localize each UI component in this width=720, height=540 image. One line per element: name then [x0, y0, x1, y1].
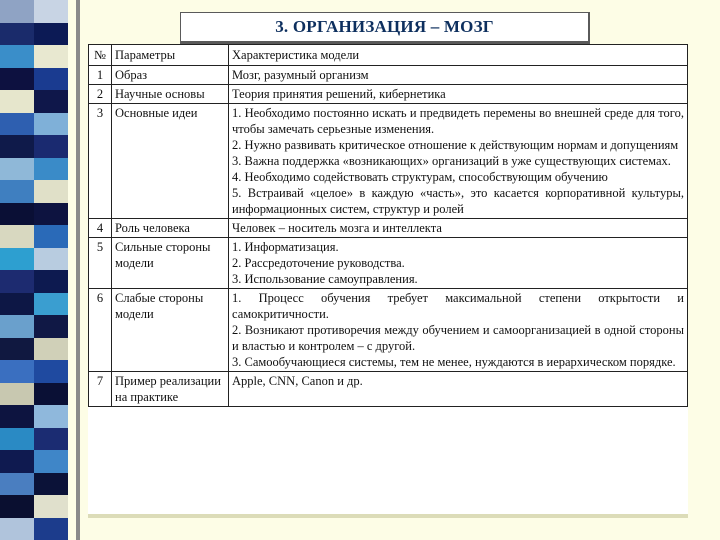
strip-cell — [34, 428, 68, 451]
table-row — [89, 372, 688, 407]
description-line: Теория принятия решений, кибернетика — [232, 87, 446, 101]
table-row — [89, 219, 688, 238]
model-table — [88, 44, 688, 407]
table-row — [89, 85, 688, 104]
strip-cell — [34, 90, 68, 113]
row-number: 3 — [89, 104, 112, 219]
strip-cell — [0, 518, 34, 540]
description-line: 5. Встраивай «целое» в каждую «часть», это касается корпоративной культуры, информационных систем, структур и ролей — [232, 186, 684, 216]
strip-cell — [0, 360, 34, 383]
bottom-decorative-line — [88, 514, 688, 518]
table-row — [89, 104, 688, 219]
header-num: № — [89, 45, 112, 66]
strip-cell — [34, 113, 68, 136]
strip-cell — [0, 0, 34, 23]
strip-cell — [34, 450, 68, 473]
row-parameter: Роль человека — [112, 219, 229, 238]
strip-cell — [0, 23, 34, 46]
row-number: 5 — [89, 238, 112, 289]
strip-cell — [0, 270, 34, 293]
table-row — [89, 289, 688, 372]
strip-cell — [34, 68, 68, 91]
description-line: Apple, CNN, Canon и др. — [232, 374, 363, 388]
strip-cell — [34, 495, 68, 518]
strip-cell — [34, 248, 68, 271]
vertical-divider — [76, 0, 80, 540]
row-description — [229, 104, 688, 219]
strip-cell — [0, 135, 34, 158]
strip-cell — [0, 180, 34, 203]
strip-cell — [0, 293, 34, 316]
row-description — [229, 372, 688, 407]
strip-cell — [34, 225, 68, 248]
decorative-color-strip — [0, 0, 68, 540]
row-description — [229, 66, 688, 85]
strip-cell — [34, 135, 68, 158]
description-line: 4. Необходимо содействовать структурам, способствующим обучению — [232, 170, 608, 184]
strip-cell — [0, 158, 34, 181]
strip-cell — [0, 248, 34, 271]
strip-cell — [34, 383, 68, 406]
slide-title: 3. ОРГАНИЗАЦИЯ – МОЗГ — [275, 17, 494, 36]
description-line: 2. Нужно развивать критическое отношение к действующим нормам и допущениям — [232, 138, 679, 152]
description-line: 1. Необходимо постоянно искать и предвидеть перемены во внешней среде для того, чтобы замечать серьезные изменения. — [232, 106, 684, 136]
strip-cell — [34, 270, 68, 293]
description-line: 3. Использование самоуправления. — [232, 272, 418, 286]
strip-cell — [0, 405, 34, 428]
row-description — [229, 85, 688, 104]
strip-cell — [0, 383, 34, 406]
strip-cell — [34, 0, 68, 23]
row-description — [229, 238, 688, 289]
strip-cell — [0, 225, 34, 248]
strip-cell — [0, 113, 34, 136]
strip-cell — [0, 473, 34, 496]
table-row — [89, 66, 688, 85]
model-table-container — [88, 44, 688, 514]
strip-cell — [34, 293, 68, 316]
description-line: 2. Рассредоточение руководства. — [232, 256, 405, 270]
strip-cell — [34, 473, 68, 496]
row-number: 4 — [89, 219, 112, 238]
table-header-row — [89, 45, 688, 66]
description-line: 3. Важна поддержка «возникающих» организаций в уже существующих системах. — [232, 154, 671, 168]
strip-cell — [34, 360, 68, 383]
row-parameter: Основные идеи — [112, 104, 229, 219]
row-parameter: Образ — [112, 66, 229, 85]
strip-cell — [34, 180, 68, 203]
strip-cell — [34, 23, 68, 46]
description-line: 3. Самообучающиеся системы, тем не менее, нуждаются в иерархическом порядке. — [232, 355, 676, 369]
strip-cell — [34, 405, 68, 428]
slide-title-box — [180, 12, 590, 44]
strip-cell — [0, 203, 34, 226]
strip-cell — [34, 518, 68, 540]
strip-cell — [34, 203, 68, 226]
header-desc: Характеристика модели — [229, 45, 688, 66]
row-description — [229, 219, 688, 238]
row-parameter: Пример реализации на практике — [112, 372, 229, 407]
strip-cell — [34, 338, 68, 361]
row-number: 7 — [89, 372, 112, 407]
row-number: 6 — [89, 289, 112, 372]
row-description — [229, 289, 688, 372]
description-line: Человек – носитель мозга и интеллекта — [232, 221, 442, 235]
strip-column-right — [34, 0, 68, 540]
description-line: 1. Процесс обучения требует максимальной степени открытости и самокритичности. — [232, 291, 684, 321]
description-line: Мозг, разумный организм — [232, 68, 369, 82]
strip-cell — [0, 68, 34, 91]
row-parameter: Научные основы — [112, 85, 229, 104]
strip-cell — [34, 45, 68, 68]
strip-cell — [0, 90, 34, 113]
strip-cell — [0, 495, 34, 518]
strip-cell — [0, 45, 34, 68]
description-line: 1. Информатизация. — [232, 240, 339, 254]
strip-cell — [0, 450, 34, 473]
row-number: 1 — [89, 66, 112, 85]
table-row — [89, 238, 688, 289]
strip-cell — [0, 315, 34, 338]
strip-cell — [0, 428, 34, 451]
row-parameter: Слабые стороны модели — [112, 289, 229, 372]
strip-cell — [34, 158, 68, 181]
header-param: Параметры — [112, 45, 229, 66]
strip-column-left — [0, 0, 34, 540]
strip-cell — [0, 338, 34, 361]
row-parameter: Сильные стороны модели — [112, 238, 229, 289]
strip-cell — [34, 315, 68, 338]
description-line: 2. Возникают противоречия между обучением и самоорганизацией в одной стороны и властью и контролем – с другой. — [232, 323, 684, 353]
row-number: 2 — [89, 85, 112, 104]
